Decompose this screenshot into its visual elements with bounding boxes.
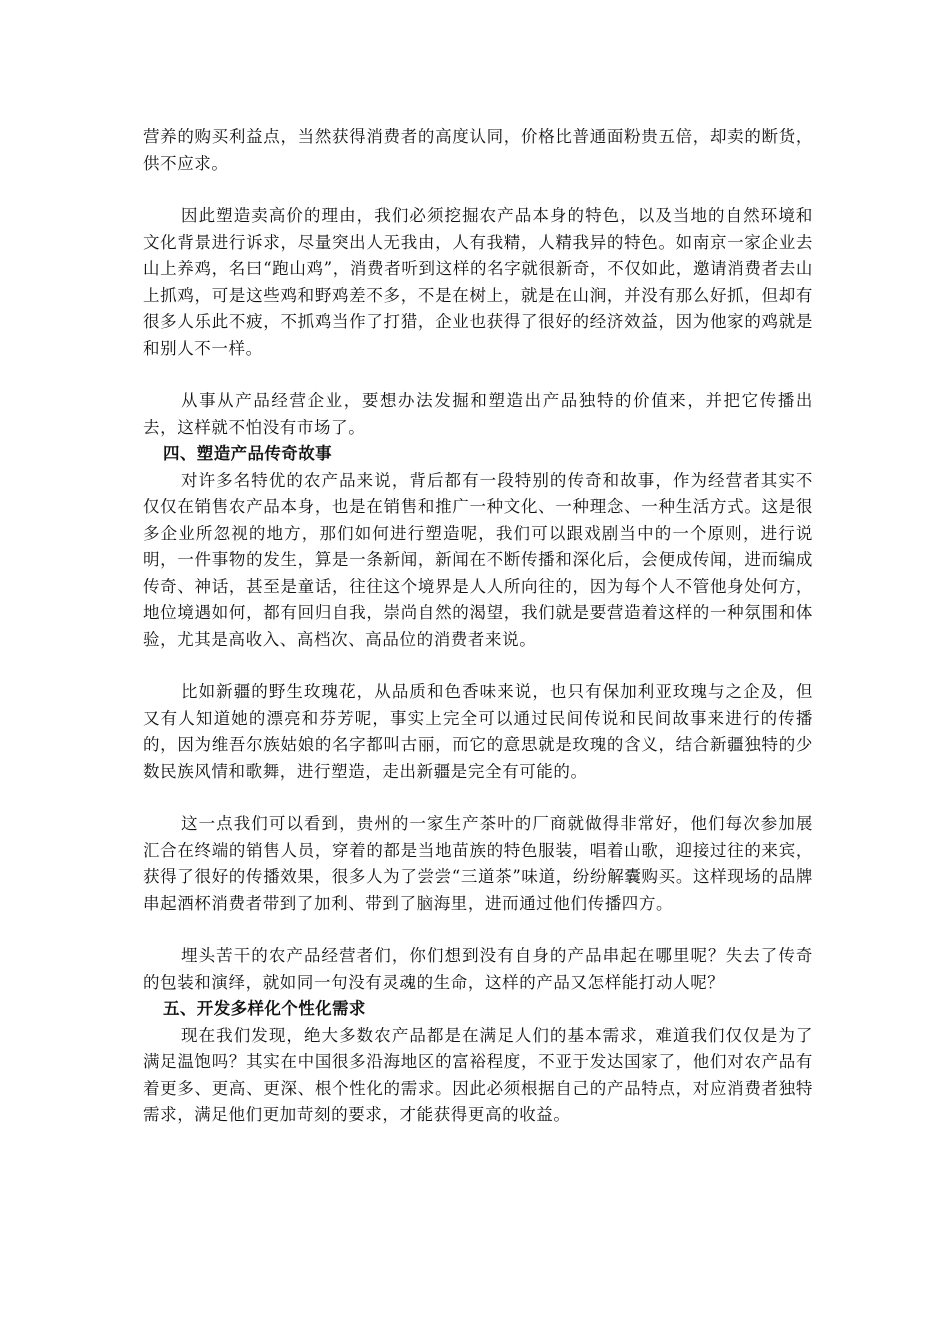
paragraph-pricing-reason: 因此塑造卖高价的理由，我们必须挖掘农产品本身的特色，以及当地的自然环境和文化背景进行诉求，尽量突出人无我由，人有我精，人精我异的特色。如南京一家企业去山上养鸡，名曰“跑山鸡”，消费者听到这样的名字就很新奇，不仅如此，邀请消费者去山上抓鸡，可是这些鸡和野鸡差不多，不是在树上，就是在山涧，并没有那么好抓，但却有很多人乐此不疲，不抓鸡当作了打猎，企业也获得了很好的经济效益，因为他家的鸡就是和别人不一样。	[143, 206, 813, 358]
paragraph-unique-value: 从事从产品经营企业，要想办法发掘和塑造出产品独特的价值来，并把它传播出去，这样就不怕没有市场了。	[143, 391, 813, 437]
section-heading-four: 四、塑造产品传奇故事	[163, 444, 332, 463]
paragraph-question: 埋头苦干的农产品经营者们，你们想到没有自身的产品串起在哪里呢？失去了传奇的包装和演绎，就如同一句没有灵魂的生命，这样的产品又怎样能打动人呢？	[143, 946, 813, 992]
paragraph-legend-story: 对许多名特优的农产品来说，背后都有一段特别的传奇和故事，作为经营者其实不仅仅在销售农产品本身，也是在销售和推广一种文化、一种理念、一种生活方式。这是很多企业所忽视的地方，那们如何进行塑造呢，我们可以跟戏剧当中的一个原则，进行说明，一件事物的发生，算是一条新闻，新闻在不断传播和深化后，会便成传闻，进而编成传奇、神话，甚至是童话，往往这个境界是人人所向往的，因为每个人不管他身处何方，地位境遇如何，都有回归自我，崇尚自然的渴望，我们就是要营造着这样的一种氛围和体验，尤其是高收入、高档次、高品位的消费者来说。	[143, 470, 813, 649]
document-body	[143, 124, 813, 1129]
paragraph-guizhou-tea: 这一点我们可以看到，贵州的一家生产茶叶的厂商就做得非常好，他们每次参加展汇合在终端的销售人员，穿着的都是当地苗族的特色服装，唱着山歌，迎接过往的来宾，获得了很好的传播效果，很多人为了尝尝“三道茶”味道，纷纷解囊购买。这样现场的品牌串起酒杯消费者带到了加利、带到了脑海里，进而通过他们传播四方。	[143, 814, 813, 913]
paragraph-personalized-needs: 现在我们发现，绝大多数农产品都是在满足人们的基本需求，难道我们仅仅是为了满足温饱吗？其实在中国很多沿海地区的富裕程度，不亚于发达国家了，他们对农产品有着更多、更高、更深、根个性化的需求。因此必须根据自己的产品特点，对应消费者独特需求，满足他们更加苛刻的要求，才能获得更高的收益。	[143, 1025, 813, 1124]
section-heading-five: 五、开发多样化个性化需求	[163, 999, 366, 1018]
paragraph-continued: 营养的购买利益点，当然获得消费者的高度认同，价格比普通面粉贵五倍，却卖的断货，供不应求。	[143, 127, 813, 173]
paragraph-xinjiang-rose: 比如新疆的野生玫瑰花，从品质和色香味来说，也只有保加利亚玫瑰与之企及，但又有人知道她的漂亮和芬芳呢，事实上完全可以通过民间传说和民间故事来进行的传播的，因为维吾尔族姑娘的名字都叫古丽，而它的意思就是玫瑰的含义，结合新疆独特的少数民族风情和歌舞，进行塑造，走出新疆是完全有可能的。	[143, 682, 813, 781]
